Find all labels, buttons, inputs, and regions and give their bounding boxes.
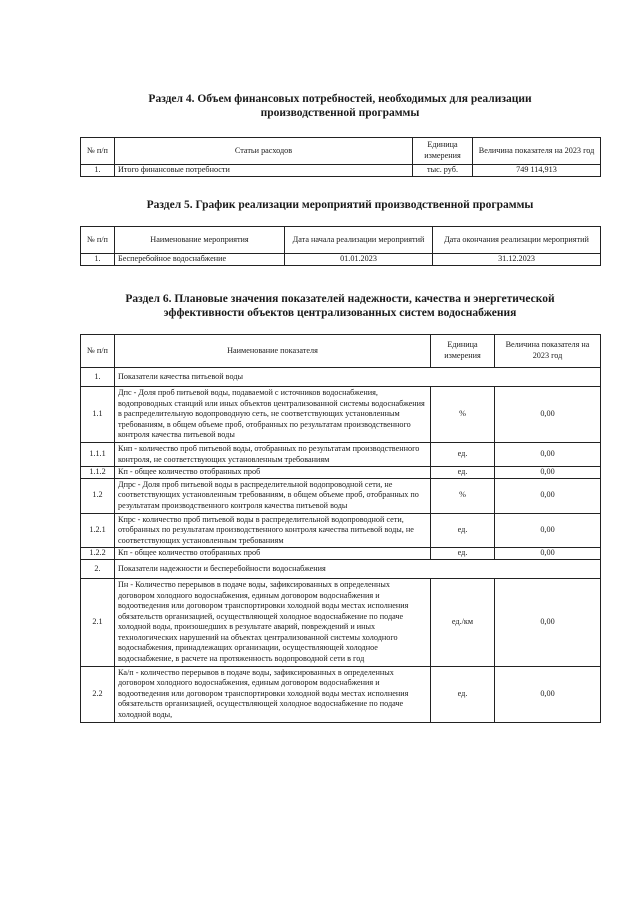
cell-num: 1.1.2 [81,467,115,479]
table-row [81,666,601,722]
cell-num: 1.2.1 [81,513,115,548]
cell-unit: ед. [431,548,495,560]
cell-name: Кнп - количество проб питьевой воды, отобранных по результатам производственного контроля, не соответствующих установленным требованиям [115,442,431,466]
header-unit: Единица измерения [413,138,473,165]
cell-name: Показатели качества питьевой воды [115,368,601,387]
header-num: № п/п [81,227,115,254]
table-row [81,578,601,666]
section-4-table-wrap [80,137,600,177]
header-num: № п/п [81,138,115,165]
table-header-row [81,335,601,368]
table-row [81,548,601,560]
cell-value: 749 114,913 [473,165,601,177]
cell-value: 0,00 [495,666,601,722]
cell-name: Дпс - Доля проб питьевой воды, подаваемой с источников водоснабжения, водопроводных станций или иных объектов централизованной системы водоснабжения в распределительную водопроводную сеть, не соответствующих установленным требованиям, в общем объеме проб, отобранных по результатам производственного контроля качества питьевой воды [115,387,431,443]
table-header-row [81,227,601,254]
cell-unit: ед. [431,442,495,466]
cell-value: 0,00 [495,442,601,466]
cell-value: 0,00 [495,467,601,479]
header-item: Статьи расходов [115,138,413,165]
cell-value: 0,00 [495,513,601,548]
cell-value: 0,00 [495,578,601,666]
section-6 [80,292,600,320]
cell-name: Пн - Количество перерывов в подаче воды, зафиксированных в определенных договором холодного водоснабжения, единым договором водоснабжения и водоотведения или договором транспортировки холодной воды местах исполнения обязательств организацией, осуществляющей холодное водоснабжение по подаче холодной воды, произошедших в результате аварий, повреждений и иных технологических нарушений на объектах централизованной системы холодного водоснабжения, принадлежащих организации, осуществляющей холодное водоснабжение, в расчете на протяженность водопроводной сети в год [115,578,431,666]
cell-num: 1.1.1 [81,442,115,466]
cell-num: 2.1 [81,578,115,666]
table-row [81,559,601,578]
table-row [81,478,601,513]
header-name: Наименование показателя [115,335,431,368]
table-header-row [81,138,601,165]
section-4-table [80,137,601,177]
header-end: Дата окончания реализации мероприятий [433,227,601,254]
cell-value: 0,00 [495,548,601,560]
cell-name: Бесперебойное водоснабжение [115,254,285,266]
cell-unit: ед. [431,666,495,722]
cell-item: Итого финансовые потребности [115,165,413,177]
cell-name: Кп - общее количество отобранных проб [115,548,431,560]
cell-unit: % [431,387,495,443]
cell-name: Кпрс - количество проб питьевой воды в распределительной водопроводной сети, отобранных по результатам производственного контроля качества питьевой воды, не соответствующих установленным требованиям [115,513,431,548]
section-4-title-line1: Раздел 4. Объем финансовых потребностей, необходимых для реализации [148,93,532,105]
section-4-title-line2: производственной программы [260,107,420,119]
section-5-title: Раздел 5. График реализации мероприятий производственной программы [146,199,534,211]
section-5-table-wrap [80,226,600,266]
header-value: Величина показателя на 2023 год [495,335,601,368]
cell-num: 1.2.2 [81,548,115,560]
section-5 [80,198,600,212]
header-unit: Единица измерения [431,335,495,368]
section-5-table [80,226,601,266]
cell-name: Ка/п - количество перерывов в подаче воды, зафиксированных в определенных договором холодного водоснабжения, единым договором водоснабжения и водоотведения или договором транспортировки холодной воды местах исполнения обязательств организацией, осуществляющей холодное водоснабжение по подаче холодной воды, [115,666,431,722]
cell-unit: тыс. руб. [413,165,473,177]
header-start: Дата начала реализации мероприятий [285,227,433,254]
table-row [81,368,601,387]
cell-start: 01.01.2023 [285,254,433,266]
section-6-table-wrap [80,334,600,723]
cell-name: Дпрс - Доля проб питьевой воды в распределительной водопроводной сети, не соответствующих установленным требованиям, в общем объеме проб, отобранных по результатам производственного контроля качества питьевой воды [115,478,431,513]
table-row [81,442,601,466]
cell-unit: ед. [431,467,495,479]
cell-num: 2.2 [81,666,115,722]
header-value: Величина показателя на 2023 год [473,138,601,165]
table-row [81,254,601,266]
cell-value: 0,00 [495,387,601,443]
section-6-title-line1: Раздел 6. Плановые значения показателей надежности, качества и энергетической [125,293,555,305]
cell-end: 31.12.2023 [433,254,601,266]
cell-num: 1.2 [81,478,115,513]
section-6-title-line2: эффективности объектов централизованных систем водоснабжения [163,307,517,319]
cell-num: 1. [81,165,115,177]
cell-num: 1.1 [81,387,115,443]
cell-unit: % [431,478,495,513]
cell-num: 2. [81,559,115,578]
cell-num: 1. [81,254,115,266]
cell-name: Показатели надежности и бесперебойности водоснабжения [115,559,601,578]
cell-unit: ед./км [431,578,495,666]
cell-name: Кп - общее количество отобранных проб [115,467,431,479]
section-6-table [80,334,601,723]
header-num: № п/п [81,335,115,368]
table-row [81,467,601,479]
table-row [81,165,601,177]
table-row [81,387,601,443]
cell-unit: ед. [431,513,495,548]
section-4 [80,92,600,120]
table-row [81,513,601,548]
cell-num: 1. [81,368,115,387]
cell-value: 0,00 [495,478,601,513]
header-name: Наименование мероприятия [115,227,285,254]
